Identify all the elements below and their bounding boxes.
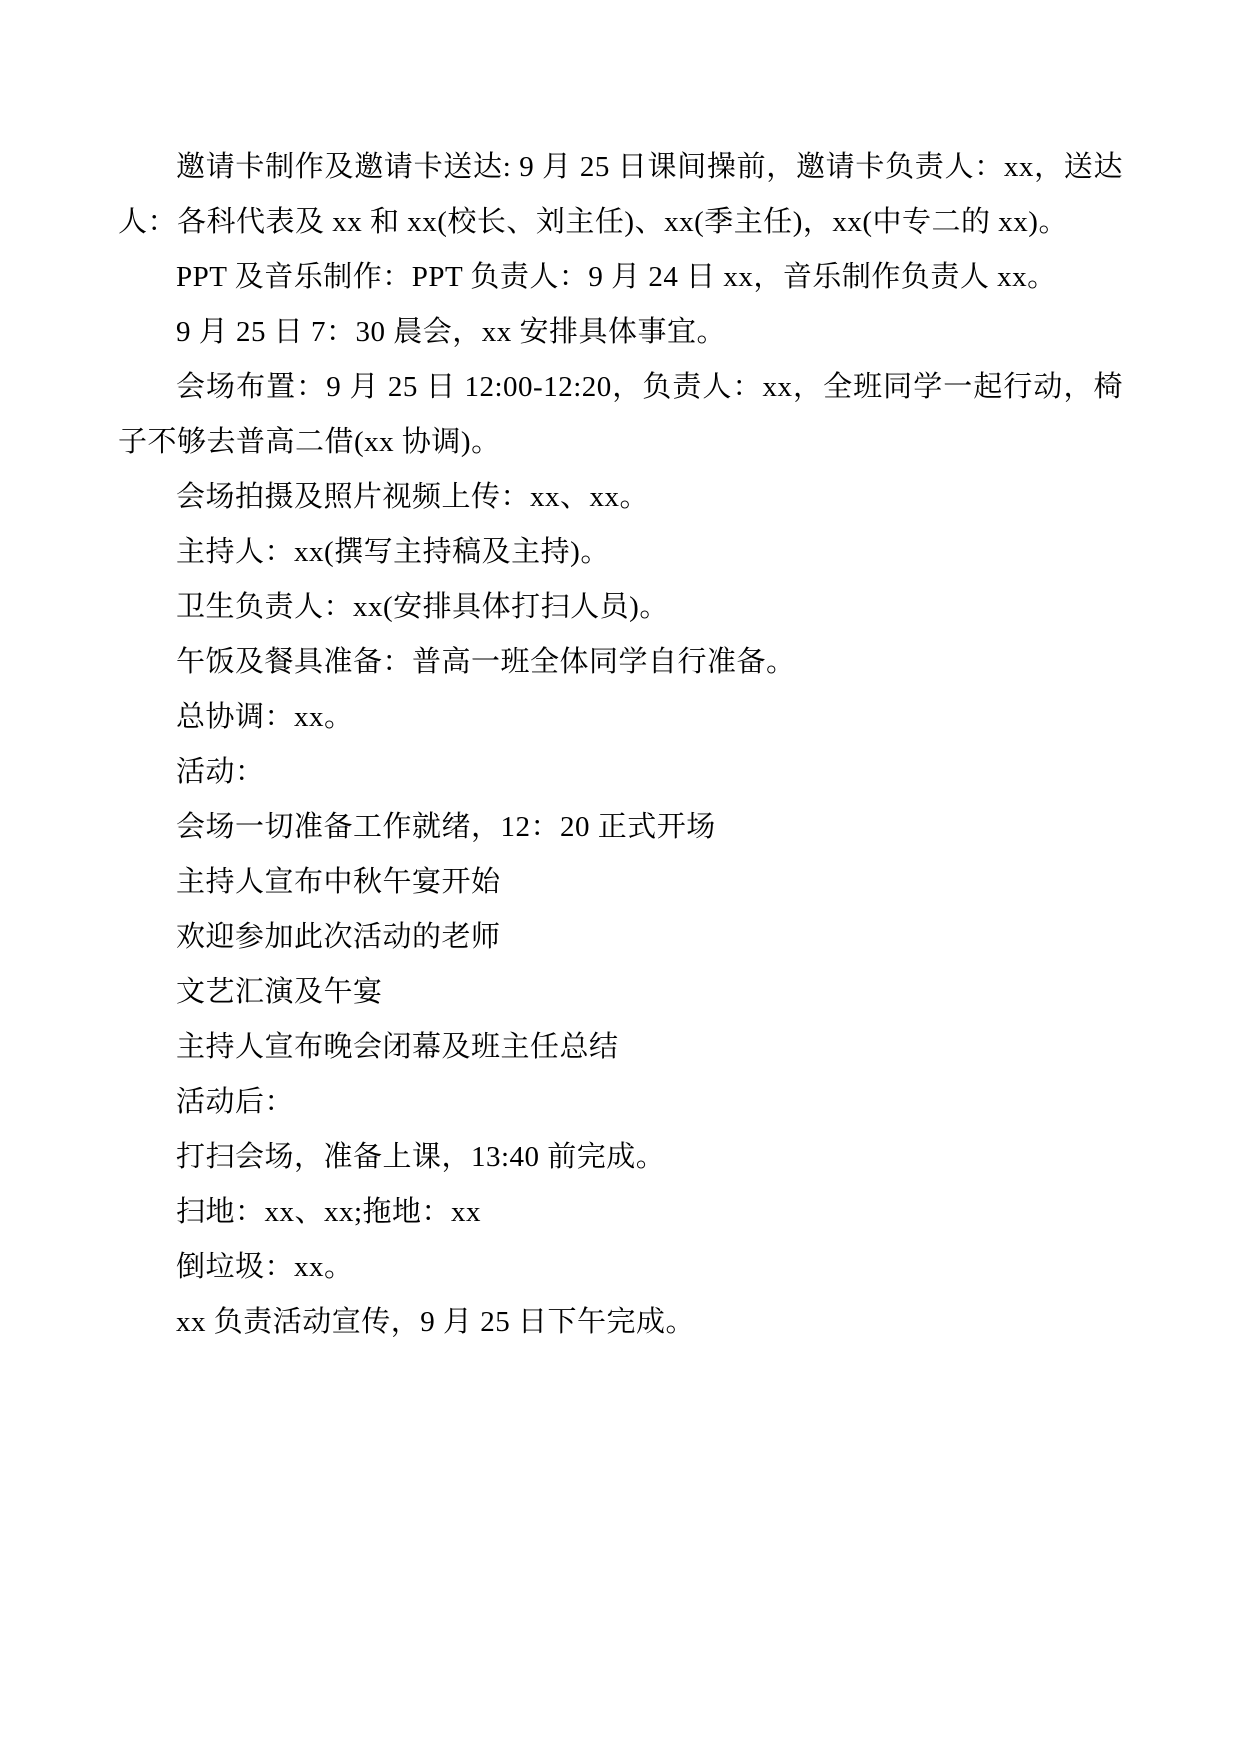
paragraph-trash: 倒垃圾：xx。 <box>176 1251 354 1283</box>
paragraph-host-announce-start: 主持人宣布中秋午宴开始 <box>176 866 501 898</box>
document-body <box>118 140 1123 1350</box>
paragraph-venue-setup: 会场布置：9 月 25 日 12:00-12:20，负责人：xx，全班同学一起行动，椅子不够去普高二借(xx 协调)。 <box>118 371 1123 458</box>
paragraph-cleanup: 打扫会场，准备上课，13:40 前完成。 <box>176 1141 666 1173</box>
paragraph-publicity: xx 负责活动宣传，9 月 25 日下午完成。 <box>176 1306 696 1338</box>
paragraph-hygiene: 卫生负责人：xx(安排具体打扫人员)。 <box>176 591 669 623</box>
paragraph-host-closing: 主持人宣布晚会闭幕及班主任总结 <box>176 1031 619 1063</box>
paragraph-sweeping-mopping: 扫地：xx、xx;拖地：xx <box>176 1196 482 1228</box>
paragraph-host: 主持人：xx(撰写主持稿及主持)。 <box>176 536 610 568</box>
paragraph-lunch-tableware: 午饭及餐具准备：普高一班全体同学自行准备。 <box>176 646 796 678</box>
paragraph-activity-heading: 活动： <box>176 756 265 788</box>
paragraph-coordinator: 总协调：xx。 <box>176 701 354 733</box>
paragraph-invitation-cards: 邀请卡制作及邀请卡送达: 9 月 25 日课间操前，邀请卡负责人：xx，送达人：各科代表及 xx 和 xx(校长、刘主任)、xx(季主任)，xx(中专二的 xx)。 <box>118 151 1123 238</box>
paragraph-activity-start: 会场一切准备工作就绪，12：20 正式开场 <box>176 811 716 843</box>
paragraph-ppt-music: PPT 及音乐制作：PPT 负责人：9 月 24 日 xx，音乐制作负责人 xx。 <box>176 261 1057 293</box>
paragraph-morning-meeting: 9 月 25 日 7：30 晨会，xx 安排具体事宜。 <box>176 316 727 348</box>
paragraph-performance-banquet: 文艺汇演及午宴 <box>176 976 383 1008</box>
paragraph-after-activity-heading: 活动后： <box>176 1086 295 1118</box>
paragraph-photography: 会场拍摄及照片视频上传：xx、xx。 <box>176 481 650 513</box>
paragraph-welcome-teachers: 欢迎参加此次活动的老师 <box>176 921 501 953</box>
